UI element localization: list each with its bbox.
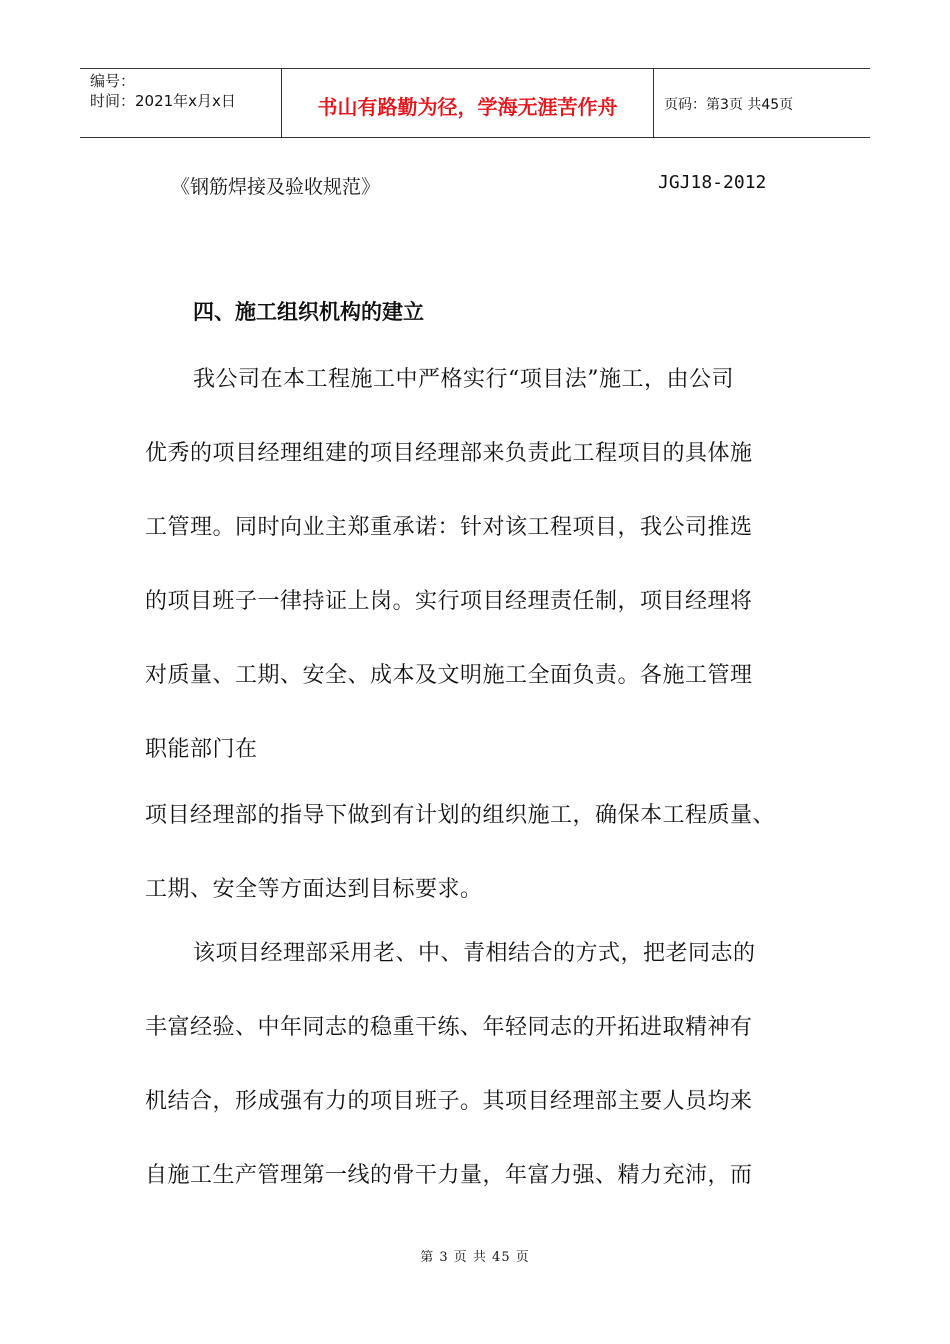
body-line: 优秀的项目经理组建的项目经理部来负责此工程项目的具体施: [145, 441, 753, 466]
header-page-code: [654, 69, 870, 137]
header-meta: [80, 69, 282, 137]
reference-title: 《钢筋焊接及验收规范》: [171, 176, 381, 198]
header-motto: [282, 69, 654, 137]
body-line: 项目经理部的指导下做到有计划的组织施工，确保本工程质量、: [145, 803, 776, 828]
page-header: [80, 68, 870, 138]
page-footer: 第 3 页 共 45 页: [420, 1250, 530, 1265]
document-number-label: 编号：: [90, 72, 136, 90]
reference-code: JGJ18-2012: [658, 172, 767, 193]
body-line: 职能部门在: [145, 737, 258, 762]
body-line: 对质量、工期、安全、成本及文明施工全面负责。各施工管理: [145, 663, 753, 688]
body-line: 自施工生产管理第一线的骨干力量，年富力强、精力充沛，而: [145, 1163, 753, 1188]
body-line: 丰富经验、中年同志的稳重干练、年轻同志的开拓进取精神有: [145, 1015, 753, 1040]
document-date: 时间：2021年x月x日: [90, 92, 236, 110]
motto-text: 书山有路勤为径，学海无涯苦作舟: [317, 94, 618, 119]
body-line: 机结合，形成强有力的项目班子。其项目经理部主要人员均来: [145, 1089, 753, 1114]
body-line: 工管理。同时向业主郑重承诺：针对该工程项目，我公司推选: [145, 515, 753, 540]
section-heading: 四、施工组织机构的建立: [193, 300, 424, 324]
page-code-text: 页码：第3页 共45页: [664, 97, 794, 113]
body-line: 该项目经理部采用老、中、青相结合的方式，把老同志的: [193, 941, 756, 966]
body-line: 我公司在本工程施工中严格实行“项目法”施工，由公司: [193, 367, 734, 392]
body-line: 工期、安全等方面达到目标要求。: [145, 877, 483, 902]
body-line: 的项目班子一律持证上岗。实行项目经理责任制，项目经理将: [145, 589, 753, 614]
